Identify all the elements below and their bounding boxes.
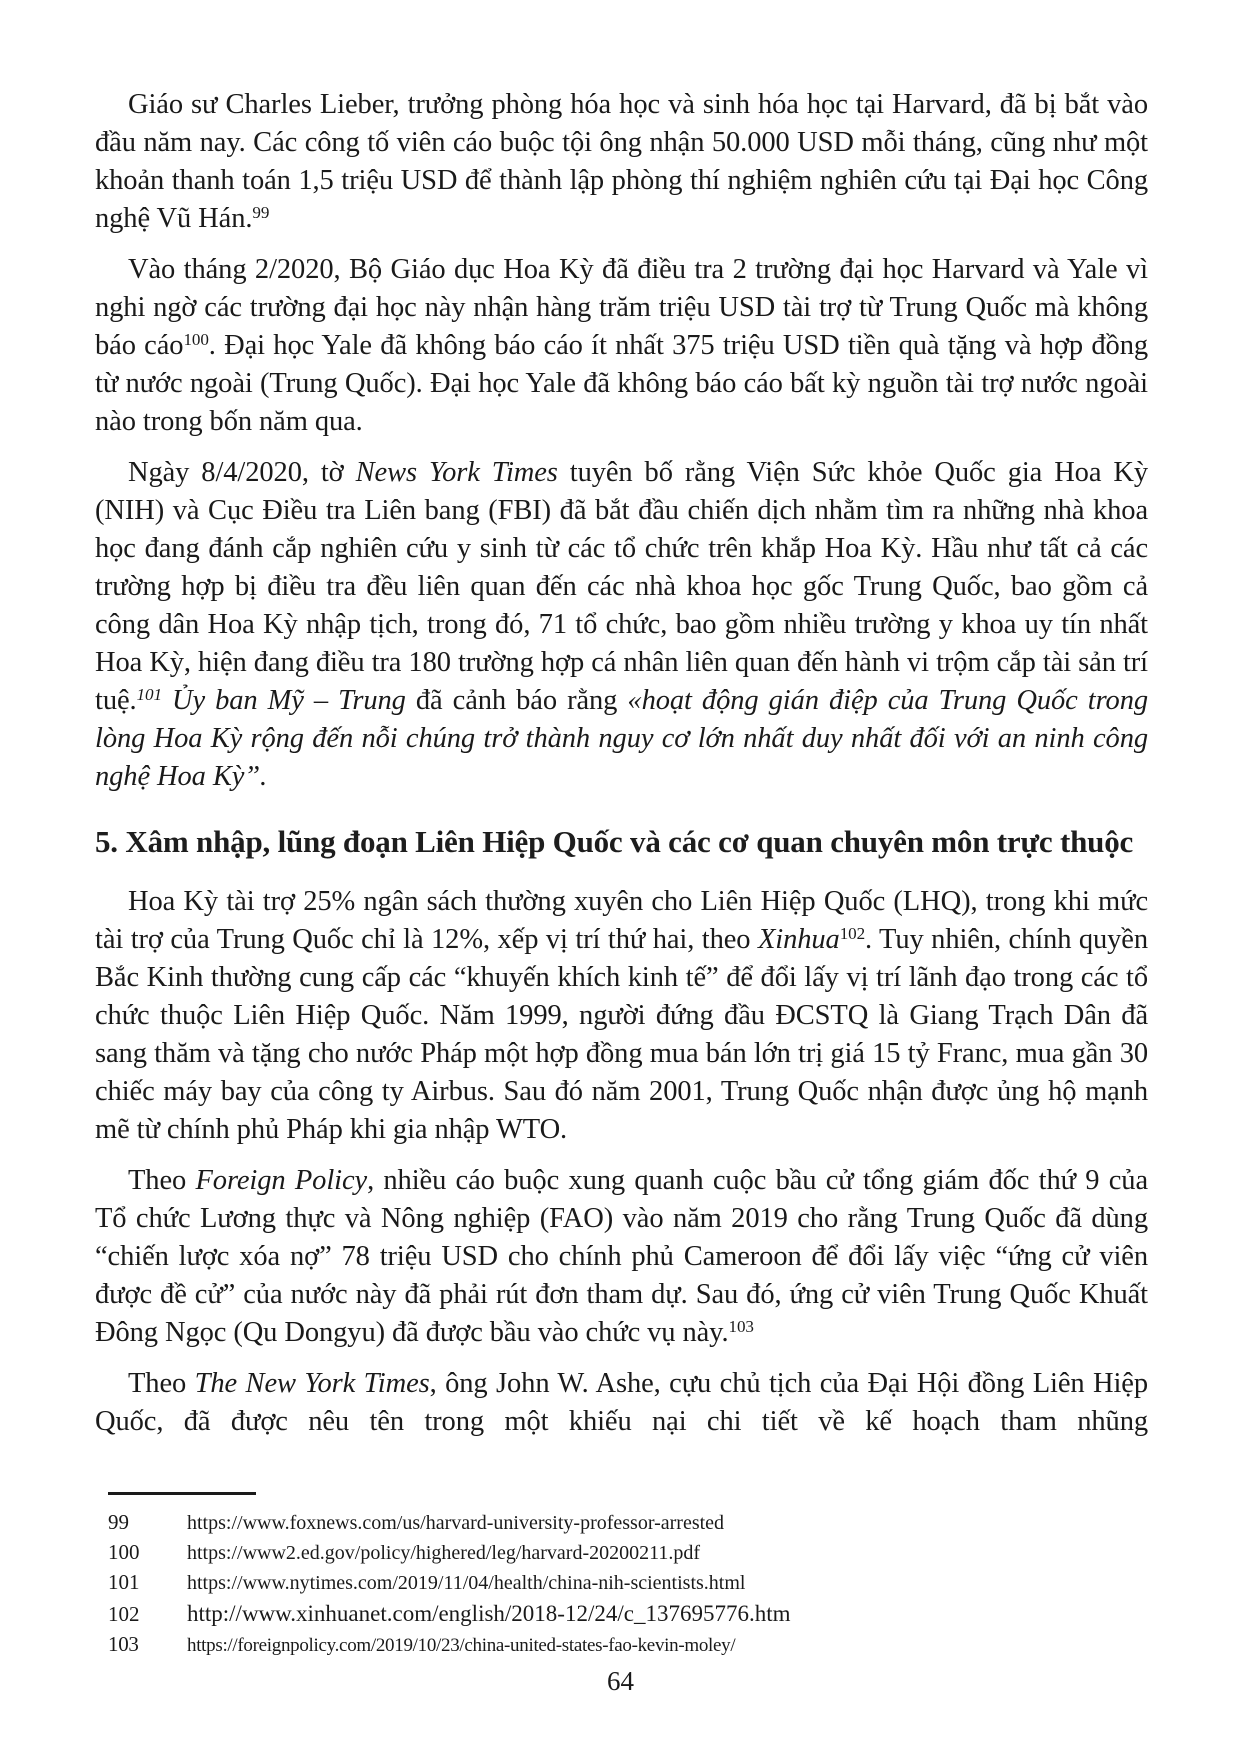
- footnote-number: 101: [108, 1570, 140, 1594]
- text-run: Theo: [128, 1165, 196, 1196]
- text-run: News York Times: [355, 457, 558, 488]
- footnote-row: [95, 1630, 1148, 1660]
- footnote-list: [95, 1508, 1148, 1660]
- text-run: . Tuy nhiên, chính quyền Bắc Kinh thường cung cấp các “khuyến khích kinh tế” để đổi lấy vị trí lãnh đạo trong các tổ chức thuộc Liên Hiệp Quốc. Năm 1999, người đứng đầu ĐCSTQ là Giang Trạch Dân đã sang thăm và tặng cho nước Pháp một hợp đồng mua bán lớn trị giá 15 tỷ Franc, mua gần 30 chiếc máy bay của công ty Airbus. Sau đó năm 2001, Trung Quốc nhận được ủng hộ mạnh mẽ từ chính phủ Pháp khi gia nhập WTO.: [95, 924, 1149, 1145]
- footnote-number: 103: [108, 1632, 139, 1656]
- footnote-url: https://www.nytimes.com/2019/11/04/health/china-nih-scientists.html: [187, 1572, 746, 1594]
- footnote-row: [95, 1508, 1148, 1538]
- footnote-section: [95, 1492, 1148, 1660]
- text-run: Foreign Policy: [195, 1165, 368, 1196]
- text-run: Giáo sư Charles Lieber, trưởng phòng hóa học và sinh hóa học tại Harvard, đã bị bắt vào đầu năm nay. Các công tố viên cáo buộc tội ông nhận 50.000 USD mỗi tháng, cũng như một khoản thanh toán 1,5 triệu USD để thành lập phòng thí nghiệm nghiên cứu tại Đại học Công nghệ Vũ Hán.: [95, 89, 1148, 234]
- body-paragraph: [95, 1365, 1148, 1441]
- text-run: 5. Xâm nhập, lũng đoạn Liên Hiệp Quốc và các cơ quan chuyên môn trực thuộc: [95, 824, 1134, 859]
- footnote-divider: [108, 1492, 256, 1495]
- body-paragraph: [95, 251, 1148, 441]
- footnote-url: https://foreignpolicy.com/2019/10/23/china-united-states-fao-kevin-moley/: [187, 1635, 736, 1656]
- text-run: Vào tháng 2/2020, Bộ Giáo dục Hoa Kỳ đã điều tra 2 trường đại học Harvard và Yale vì nghi ngờ các trường đại học này nhận hàng trăm triệu USD tài trợ từ Trung Quốc mà không báo cáo: [95, 254, 1148, 361]
- text-run: The New York Times: [194, 1368, 430, 1399]
- footnote-ref: 102: [839, 924, 866, 944]
- footnote-ref: 103: [728, 1317, 754, 1337]
- body-paragraph: [95, 1162, 1148, 1352]
- body-paragraph: [95, 883, 1148, 1149]
- text-run: Ủy ban Mỹ – Trung: [171, 685, 406, 716]
- footnote-url: http://www.xinhuanet.com/english/2018-12/24/c_137695776.htm: [187, 1601, 791, 1626]
- footnote-ref: 101: [136, 685, 162, 705]
- text-run: , ông John W. Ashe, cựu chủ tịch của Đại Hội đồng Liên Hiệp Quốc, đã được nêu tên trong một khiếu nại chi tiết về kế hoạch tham nhũng: [95, 1368, 1148, 1437]
- text-run: [162, 685, 172, 716]
- text-run: Hoa Kỳ tài trợ 25% ngân sách thường xuyên cho Liên Hiệp Quốc (LHQ), trong khi mức tài trợ của Trung Quốc chỉ là 12%, xếp vị trí thứ hai, theo: [95, 886, 1148, 955]
- body-paragraph: [95, 454, 1148, 796]
- text-column: [95, 86, 1148, 1454]
- footnote-row: [95, 1598, 1148, 1630]
- footnote-row: [95, 1568, 1148, 1598]
- text-run: . Đại học Yale đã không báo cáo ít nhất 375 triệu USD tiền quà tặng và hợp đồng từ nước ngoài (Trung Quốc). Đại học Yale đã không báo cáo bất kỳ nguồn tài trợ nước ngoài nào trong bốn năm qua.: [95, 330, 1149, 437]
- section-heading: [95, 822, 1148, 862]
- footnote-ref: 99: [252, 203, 270, 223]
- text-run: , nhiều cáo buộc xung quanh cuộc bầu cử tổng giám đốc thứ 9 của Tổ chức Lương thực và Nông nghiệp (FAO) vào năm 2019 cho rằng Trung Quốc đã dùng “chiến lược xóa nợ” 78 triệu USD cho chính phủ Cameroon để đổi lấy việc “ứng cử viên được đề cử” của nước này đã phải rút đơn tham dự. Sau đó, ứng cử viên Trung Quốc Khuất Đông Ngọc (Qu Dongyu) đã được bầu vào chức vụ này.: [95, 1165, 1148, 1348]
- page-number: 64: [607, 1666, 634, 1696]
- footnote-row: [95, 1538, 1148, 1568]
- text-run: Ngày 8/4/2020, tờ: [128, 457, 356, 488]
- text-run: tuyên bố rằng Viện Sức khỏe Quốc gia Hoa Kỳ (NIH) và Cục Điều tra Liên bang (FBI) đã bắt đầu chiến dịch nhằm tìm ra những nhà khoa học đang đánh cắp nghiên cứu y sinh từ các tổ chức trên khắp Hoa Kỳ. Hầu như tất cả các trường hợp bị điều tra đều liên quan đến các nhà khoa học gốc Trung Quốc, bao gồm cả công dân Hoa Kỳ nhập tịch, trong đó, 71 tổ chức, bao gồm nhiều trường y khoa uy tín nhất Hoa Kỳ, hiện đang điều tra 180 trường hợp cá nhân liên quan đến hành vi trộm cắp tài sản trí tuệ.: [95, 457, 1148, 716]
- footnote-number: 99: [108, 1510, 129, 1534]
- footnote-url: https://www.foxnews.com/us/harvard-university-professor-arrested: [187, 1512, 725, 1534]
- text-run: «hoạt động gián điệp của Trung Quốc trong lòng Hoa Kỳ rộng đến nỗi chúng trở thành nguy cơ lớn nhất duy nhất đối với an ninh công nghệ Hoa Kỳ”.: [95, 685, 1148, 792]
- footnote-number: 100: [108, 1540, 140, 1564]
- footnote-url: https://www2.ed.gov/policy/highered/leg/harvard-20200211.pdf: [187, 1542, 701, 1564]
- footnote-number: 102: [108, 1602, 140, 1626]
- text-run: Xinhua: [757, 924, 840, 955]
- text-run: Theo: [128, 1368, 195, 1399]
- text-run: đã cảnh báo rằng: [405, 685, 628, 716]
- body-paragraph: [95, 86, 1148, 238]
- footnote-ref: 100: [183, 330, 209, 350]
